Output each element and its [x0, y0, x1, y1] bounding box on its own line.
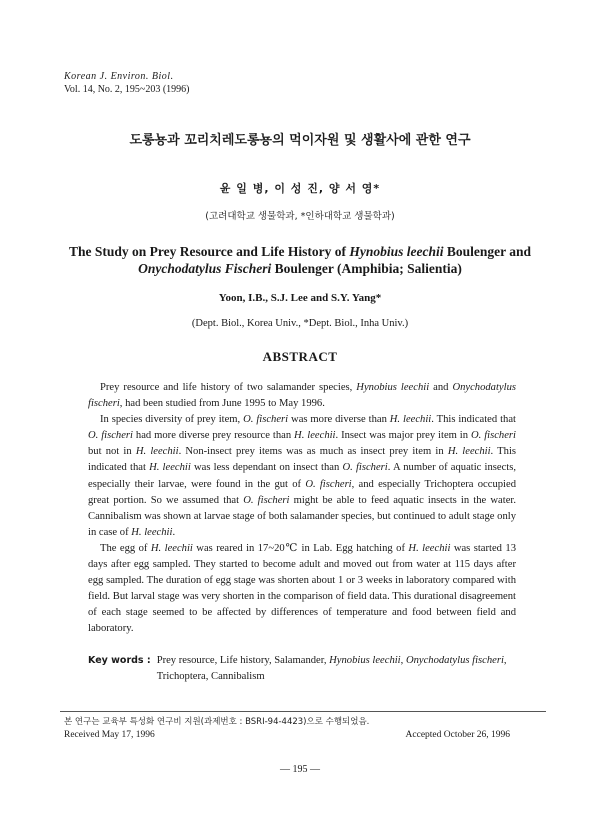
species-name: Hynobius leechii [356, 382, 430, 393]
submission-dates [64, 729, 524, 742]
english-title-part1: The Study on Prey Resource and Life History of [68, 244, 350, 259]
korean-authors: 윤 일 병, 이 성 진, 양 서 영* [219, 182, 381, 195]
english-title-part3: Boulenger (Amphibia; Salientia) [271, 261, 462, 276]
abstract-text: was less dependant on insect than [190, 462, 343, 474]
species-name: O. fischeri [243, 414, 289, 426]
keywords-label: Key words : [88, 655, 151, 666]
abstract-text: Prey resource and life history of two salamander species, [100, 382, 357, 393]
abstract-text: . This indicated that [88, 446, 517, 474]
abstract-text: and [429, 382, 453, 393]
species-name: H. leechii [408, 542, 451, 554]
english-title-species1: Hynobius leechii [349, 244, 444, 259]
abstract-text: was started 13 days after egg sampled. They started to become adult and moved out from water at 115 days after egg sampled. The duration of egg stage was shorten about 1 or 3 weeks in laboratory compared with field. But larval stage was very shorten in the comparison of field data. This durational disagreement of each stage seemed to be affected by differences of temperature and food between field and laboratory. [88, 542, 516, 635]
species-name: Hynobius leechii [329, 655, 401, 666]
page-number: — 195 — [280, 764, 320, 775]
species-name: Onychodatylus fischeri [405, 655, 504, 666]
abstract-paragraph-3 [88, 541, 516, 638]
abstract-text: . Insect was major prey item in [335, 430, 471, 442]
species-name: H. leechii [389, 414, 432, 426]
english-title-species2: Onychodatylus Fischeri [138, 261, 272, 276]
species-name: H. leechii [131, 526, 173, 538]
abstract-text: In species diversity of prey item, [100, 414, 244, 426]
journal-citation [64, 70, 190, 96]
abstract-text: might be able to feed aquatic insects in the water. Cannibalism was shown at larvae stage of both salamander species, but continued to adult stage only in case of [88, 494, 516, 538]
abstract-text: had more diverse prey resource than [133, 430, 295, 442]
keyword-text: , [400, 655, 406, 666]
abstract-paragraph-2 [88, 412, 516, 541]
abstract-text: was more diverse than [288, 414, 390, 426]
korean-affiliation: (고려대학교 생물학과, *인하대학교 생물학과) [205, 211, 395, 222]
keyword-text: , Trichoptera, Cannibalism [156, 655, 507, 682]
abstract-text: , and especially Trichoptera occupied great portion. So we assumed that [88, 478, 516, 506]
abstract-body [88, 380, 516, 638]
journal-volume: Vol. 14, No. 2, 195~203 (1996) [64, 84, 190, 95]
abstract-text: . This indicated that [431, 414, 516, 426]
abstract-text: was reared in 17~20℃ in Lab. Egg hatching of [192, 542, 409, 554]
footnote-divider [60, 711, 546, 712]
species-name: O. fischeri [305, 478, 352, 490]
abstract-text: but not in [88, 446, 136, 458]
abstract-heading: ABSTRACT [262, 349, 338, 364]
species-name: H. leechii [447, 446, 491, 458]
abstract-text: . Non-insect prey items was as much as insect prey item in [178, 446, 448, 458]
journal-name: Korean J. Environ. Biol. [64, 71, 174, 82]
species-name: H. leechii [149, 462, 191, 474]
abstract-text: , had been studied from June 1995 to May 1996. [119, 398, 325, 410]
received-date: Received May 17, 1996 [64, 730, 155, 740]
accepted-date: Accepted October 26, 1996 [405, 730, 510, 740]
english-title-part2: Boulenger and [443, 244, 532, 259]
species-name: O. fischeri [88, 430, 133, 442]
footnote [64, 716, 524, 742]
species-name: O. fischeri [470, 430, 516, 442]
english-affiliation: (Dept. Biol., Korea Univ., *Dept. Biol., Inha Univ.) [191, 318, 409, 329]
species-name: O. fischeri [243, 494, 290, 506]
keywords-section [88, 653, 518, 685]
keywords-list [151, 653, 518, 685]
abstract-paragraph-1 [88, 380, 516, 412]
abstract-text: The egg of [100, 542, 151, 554]
keyword-text: Prey resource, Life history, Salamander, [156, 655, 330, 666]
english-title [60, 243, 540, 277]
species-name: H. leechii [150, 542, 193, 554]
species-name: Onychodatylus fischeri [88, 382, 516, 410]
abstract-text: . [172, 526, 176, 538]
funding-note: 본 연구는 교육부 특성화 연구비 지원(과제번호 : BSRI-94-4423)으로 수행되었음. [64, 717, 370, 727]
korean-title: 도롱뇽과 꼬리치레도롱뇽의 먹이자원 및 생활사에 관한 연구 [129, 133, 471, 148]
species-name: H. leechii [135, 446, 179, 458]
abstract-text: . A number of aquatic insects, especially their larvae, were found in the gut of [88, 462, 517, 490]
species-name: H. leechii [294, 430, 336, 442]
species-name: O. fischeri [342, 462, 388, 474]
english-authors: Yoon, I.B., S.J. Lee and S.Y. Yang* [218, 292, 382, 304]
